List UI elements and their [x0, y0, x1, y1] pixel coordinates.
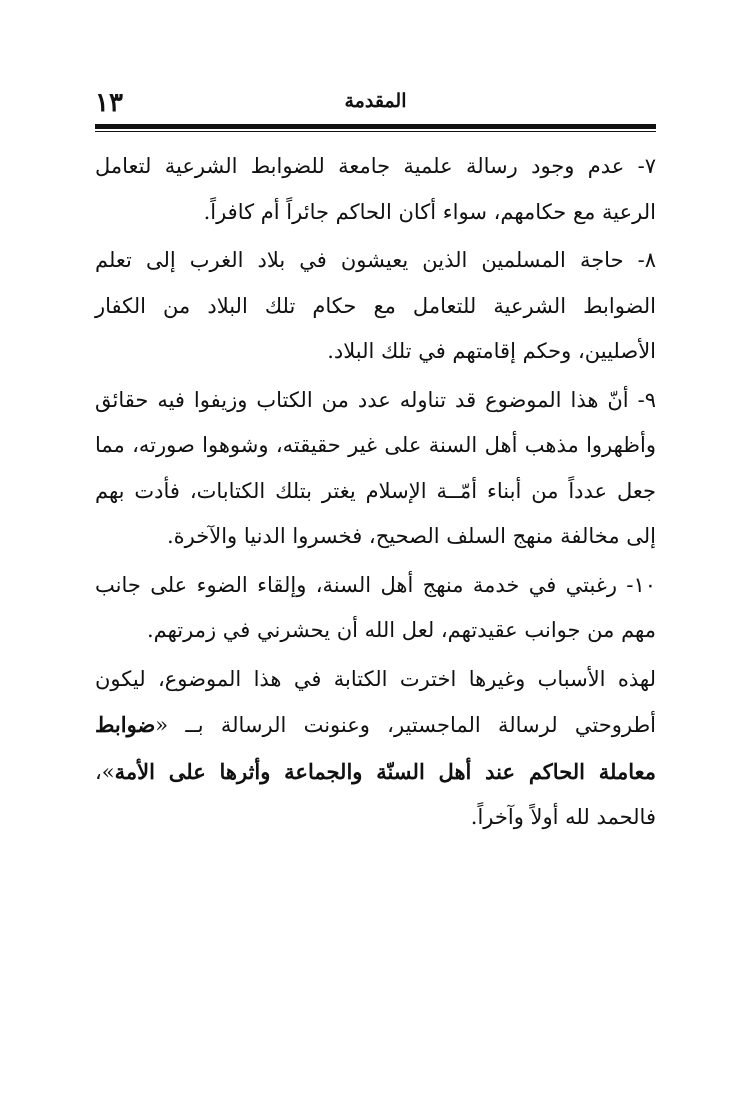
- page-body: [95, 144, 656, 844]
- section-title: المقدمة: [344, 90, 407, 112]
- page-number: ١٣: [95, 88, 123, 118]
- paragraph-item-10: ١٠- رغبتي في خدمة منهج أهل السنة، وإلقاء الضوء على جانب مهم من جوانب عقيدتهم، لعل الله أن يحشرني في زمرتهم.: [95, 572, 656, 642]
- paragraph-item-7: ٧- عدم وجود رسالة علمية جامعة للضوابط الشرعية لتعامل الرعية مع حكامهم، سواء أكان الحاكم جائراً أم كافراً.: [95, 154, 656, 224]
- header-rule-thick: [95, 124, 656, 129]
- closing-text-after: »، فالحمد لله أولاً وآخراً.: [95, 759, 656, 829]
- closing-paragraph: [95, 657, 656, 841]
- thesis-title: ضوابط معاملة الحاكم عند أهل السنّة والجماعة وأثرها على الأمة: [95, 712, 656, 784]
- header-rule-thin: [95, 131, 656, 132]
- closing-text-before: لهذه الأسباب وغيرها اخترت الكتابة في هذا الموضوع، ليكون أطروحتي لرسالة الماجستير، وعنونت الرسالة بــ «: [95, 666, 656, 737]
- paragraph-item-8: ٨- حاجة المسلمين الذين يعيشون في بلاد الغرب إلى تعلم الضوابط الشرعية للتعامل مع حكام تلك البلاد من الكفار الأصليين، وحكم إقامتهم في تلك البلاد.: [95, 248, 656, 363]
- paragraph-item-9: ٩- أنّ هذا الموضوع قد تناوله عدد من الكتاب وزيفوا فيه حقائق وأظهروا مذهب أهل السنة على غير حقيقته، وشوهوا صورته، مما جعل عدداً من أبناء أمّــة الإسلام يغتر بتلك الكتابات، فأدت بهم إلى مخالفة منهج السلف الصحيح، فخسروا الدنيا والآخرة.: [95, 387, 656, 548]
- page-header: [95, 84, 656, 124]
